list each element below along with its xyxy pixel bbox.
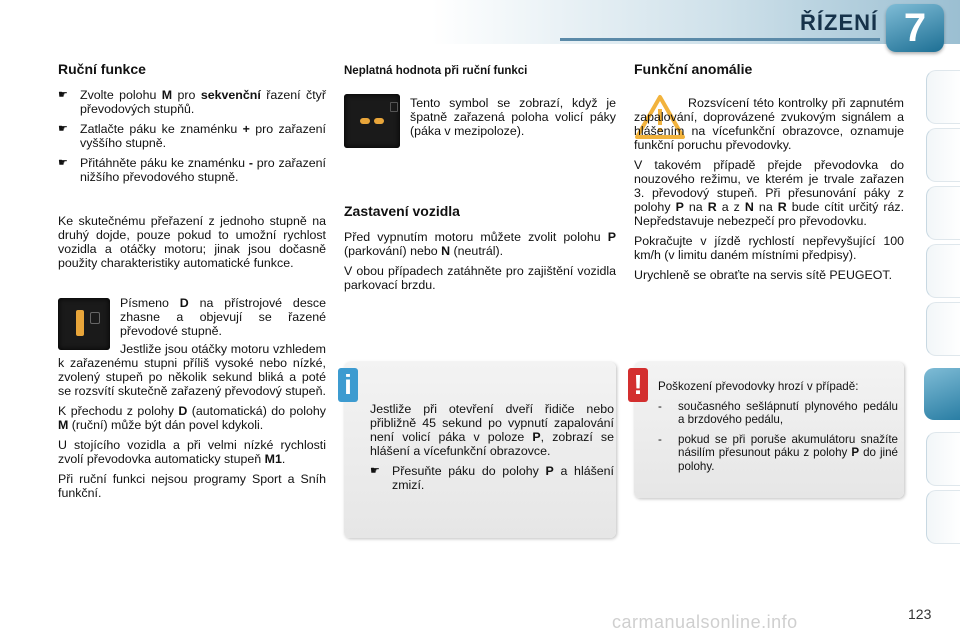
alert-box — [634, 362, 904, 498]
text: Přitáhněte páku ke znaménku — [80, 156, 249, 170]
text: do jiné polohy. — [678, 446, 898, 473]
text: (ruční) může být dán povel kdykoli. — [68, 418, 264, 432]
paragraph-block — [410, 96, 616, 144]
text: (neutrál). — [450, 244, 504, 258]
symbol-display-image — [344, 94, 400, 148]
right-arrow-icon — [374, 118, 384, 124]
text: , zobrazí se hlášení a vícefunkční obrazovce. — [370, 430, 615, 458]
gear-letter: P — [675, 200, 684, 214]
chapter-tab[interactable] — [926, 128, 960, 182]
gear-letter: P — [532, 430, 541, 444]
chapter-tab-active[interactable] — [924, 368, 960, 420]
paragraph: Pokračujte v jízdě rychlostí nepřevyšující 100 km/h (v limitu daném místními předpisy). — [634, 234, 904, 262]
text: Zvolte polohu — [80, 88, 162, 102]
paragraph-block — [58, 342, 326, 506]
paragraph: Urychleně se obraťte na servis sítě PEUGEOT. — [634, 268, 893, 282]
section-title: Funkční anomálie — [634, 61, 753, 77]
text: a z — [716, 200, 745, 214]
chapter-tab[interactable] — [926, 490, 960, 544]
info-icon: i — [338, 368, 358, 402]
text: současného sešlápnutí plynového pedálu a brzdového pedálu, — [678, 399, 898, 426]
paragraph — [58, 404, 326, 432]
watermark: carmanualsonline.info — [612, 612, 798, 632]
text: V takovém případě přejde převodovka do nouzového režimu, ve kterém je trvale zařazen 3. převodový stupeň. Při přesunování páky z polohy — [634, 158, 904, 214]
gear-letter: R — [777, 200, 787, 214]
paragraph-block — [120, 296, 326, 344]
paragraph: Rozsvícení této kontrolky při zapnutém zapalování, doprovázené zvukovým signálem a hlášením na vícefunkční obrazovce, oznamuje funkční poruchu převodovky. — [634, 96, 904, 152]
gear-indicator-icon — [76, 310, 84, 336]
paragraph-block — [634, 96, 904, 288]
bullet-icon: ☛ — [58, 123, 68, 135]
gear-letter: P — [851, 446, 860, 459]
text: bude cítit určitý ráz. Nepředstavuje nebezpečí pro převodovku. — [634, 200, 905, 228]
header-underline — [560, 38, 880, 41]
gear-letter: D — [179, 296, 189, 310]
paragraph — [344, 230, 616, 258]
section-title: Zastavení vozidla — [344, 203, 460, 219]
list-item — [58, 122, 326, 150]
column-manual-mode — [58, 62, 326, 276]
text: na — [753, 200, 778, 214]
list-item — [58, 88, 326, 116]
chapter-tab[interactable] — [926, 432, 960, 486]
list-item — [658, 400, 898, 427]
text: Před vypnutím motoru můžete zvolit polohu — [344, 230, 608, 244]
chapter-tab[interactable] — [926, 70, 960, 124]
chapter-tab[interactable] — [926, 186, 960, 240]
gear-letter: N — [744, 200, 754, 214]
bullet-icon: ☛ — [370, 465, 380, 477]
dash-mark: - — [658, 399, 662, 413]
small-lamp-icon — [390, 102, 398, 112]
chapter-tabs — [926, 70, 960, 590]
bullet-icon: ☛ — [58, 157, 68, 169]
text: pro zařazení vyššího stupně. — [80, 122, 326, 150]
text: pro zařazení nižšího převodového stupně. — [80, 156, 326, 184]
paragraph — [370, 402, 614, 458]
paragraph — [120, 296, 326, 338]
subsection-title: Neplatná hodnota při ruční funkci — [344, 65, 528, 77]
small-lamp-icon — [90, 312, 100, 324]
chapter-tab[interactable] — [926, 244, 960, 298]
minus-sign: - — [248, 156, 253, 170]
list-item — [58, 156, 326, 184]
text: na přístrojové desce zhasne a objevují se řazené převodové stupně. — [120, 296, 326, 338]
text: a hlášení zmizí. — [392, 464, 615, 492]
text: Jestliže při otevření dveří řidiče nebo přibližně 45 sekund po vypnutí zapalování není volicí páka v poloze — [370, 402, 614, 444]
bullet-icon: ☛ — [58, 89, 68, 101]
paragraph: Jestliže jsou otáčky motoru vzhledem k zařazenému stupni příliš vysoké nebo nízké, zvolený stupeň po několik sekund bliká a poté se rozsvítí skutečně zařazený převodový stupeň. — [58, 342, 326, 398]
paragraph: Tento symbol se zobrazí, když je špatně zařazená poloha volicí páky (páka v mezipoloze). — [410, 96, 616, 138]
paragraph — [634, 158, 904, 228]
paragraph: Ke skutečnému přeřazení z jednoho stupně na druhý dojde, pouze pokud to umožní rychlost vozidla a otáčky motoru; jinak jsou dočasně použity charakteristiky automatické funkce. — [58, 214, 326, 270]
keyword: sekvenční — [200, 88, 261, 102]
text: Zatlačte páku ke znaménku — [80, 122, 243, 136]
text: . — [281, 452, 286, 466]
gear-letter: M — [58, 418, 69, 432]
paragraph: Při ruční funkci nejsou programy Sport a Sníh funkční. — [58, 472, 326, 500]
gear-letter: R — [707, 200, 717, 214]
gear-letter: M1 — [264, 452, 282, 466]
chapter-tab[interactable] — [926, 302, 960, 356]
list-item — [658, 433, 898, 474]
gear-letter: D — [178, 404, 188, 418]
text: Přesuňte páku do polohy — [392, 464, 546, 478]
page-number: 123 — [908, 606, 932, 622]
paragraph — [58, 438, 326, 466]
text: pokud se při poruše akumulátoru snažíte násilím přesunout páku z polohy — [678, 432, 898, 459]
chapter-number-badge: 7 — [886, 4, 944, 52]
text: (parkování) nebo — [344, 244, 442, 258]
left-arrow-icon — [360, 118, 370, 124]
list-item — [370, 464, 614, 492]
column-stop-vehicle — [344, 64, 616, 78]
text: U stojícího vozidla a při velmi nízké rychlosti zvolí převodovka automaticky stupeň — [58, 438, 326, 466]
plus-sign: + — [242, 122, 250, 136]
paragraph-block — [344, 204, 616, 298]
text: Písmeno — [120, 296, 180, 310]
text: řazení čtyř převodových stupňů. — [80, 88, 326, 116]
paragraph: Poškození převodovky hrozí v případě: — [658, 380, 859, 393]
text: (automatická) do polohy — [187, 404, 326, 418]
section-title: Ruční funkce — [58, 61, 146, 77]
gear-letter: M — [161, 88, 173, 102]
alert-text — [658, 380, 898, 479]
gear-letter: P — [607, 230, 616, 244]
gear-letter: P — [545, 464, 554, 478]
alert-icon: ! — [628, 368, 648, 402]
text: pro — [172, 88, 201, 102]
info-box — [344, 362, 616, 538]
chapter-title: ŘÍZENÍ — [800, 10, 879, 35]
column-malfunction — [634, 62, 904, 76]
gear-letter: N — [441, 244, 451, 258]
dash-mark: - — [658, 432, 662, 446]
text: K přechodu z polohy — [58, 404, 179, 418]
info-text — [370, 402, 614, 498]
paragraph: V obou případech zatáhněte pro zajištění vozidla parkovací brzdu. — [344, 264, 616, 292]
text: na — [683, 200, 708, 214]
